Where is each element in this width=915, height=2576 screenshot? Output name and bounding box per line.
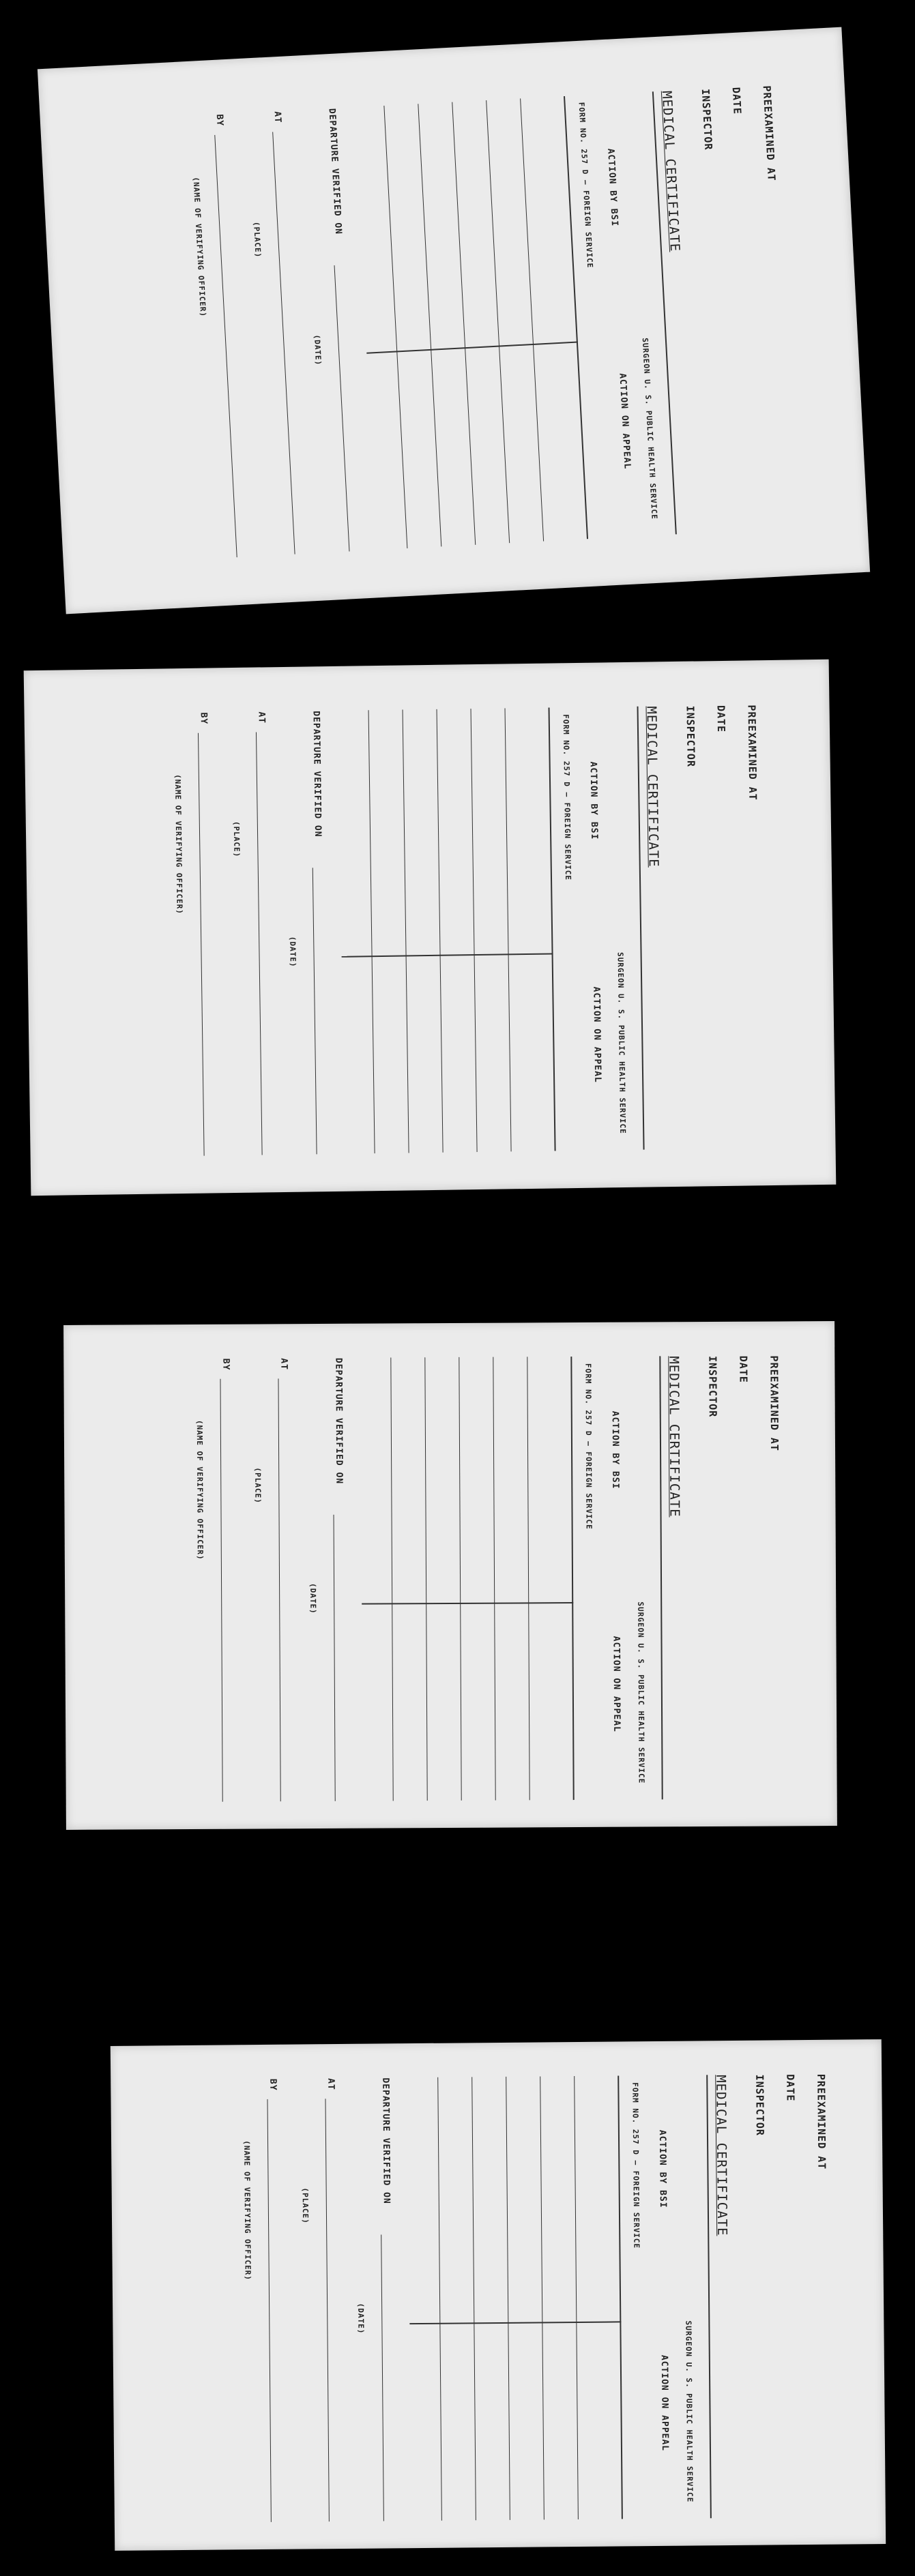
surgeon-label: SURGEON U. S. PUBLIC HEALTH SERVICE [636, 1601, 646, 1784]
certificate-title: MEDICAL CERTIFICATE [666, 1356, 682, 1518]
officer-note: (NAME OF VERIFYING OFFICER) [173, 774, 184, 915]
place-note: (PLACE) [252, 221, 263, 258]
preexamined-at-label: PREEXAMINED AT [815, 2073, 828, 2170]
form-number-label: FORM NO. 257 D — FOREIGN SERVICE [583, 1363, 594, 1530]
officer-note: (NAME OF VERIFYING OFFICER) [242, 2140, 252, 2281]
medical-certificate-card-3 [63, 1321, 837, 1830]
certificate-title: MEDICAL CERTIFICATE [643, 706, 661, 868]
date-note: (DATE) [308, 1583, 318, 1614]
departure-verified-label: DEPARTURE VERIFIED ON [333, 1357, 345, 1485]
action-on-appeal-label: ACTION ON APPEAL [617, 372, 633, 470]
certificate-rule [706, 2075, 712, 2518]
row-line-4 [424, 1357, 427, 1801]
row-line-4 [418, 104, 441, 546]
row-line-3 [437, 709, 444, 1153]
by-line [214, 135, 237, 557]
surgeon-label: SURGEON U. S. PUBLIC HEALTH SERVICE [640, 338, 659, 520]
preexamined-at-label: PREEXAMINED AT [768, 1355, 781, 1451]
action-by-bsi-label: ACTION BY BSI [605, 148, 620, 227]
action-by-bsi-label: ACTION BY BSI [609, 1410, 621, 1490]
card-content [83, 63, 824, 578]
by-line [198, 733, 205, 1156]
row-line-3 [459, 1357, 461, 1801]
row-line-5 [368, 710, 375, 1153]
row-line-1 [520, 98, 544, 541]
departure-verified-label: DEPARTURE VERIFIED ON [326, 108, 344, 235]
date-label: DATE [737, 1355, 750, 1383]
certificate-title: MEDICAL CERTIFICATE [658, 90, 683, 252]
certificate-rule [659, 1356, 663, 1799]
preexamined-at-label: PREEXAMINED AT [760, 85, 778, 182]
at-label: AT [325, 2078, 336, 2090]
inspector-label: INSPECTOR [706, 1355, 719, 1418]
action-on-appeal-label: ACTION ON APPEAL [591, 986, 603, 1083]
form-number-label: FORM NO. 257 D — FOREIGN SERVICE [561, 714, 573, 881]
form-number-label: FORM NO. 257 D — FOREIGN SERVICE [630, 2082, 641, 2249]
at-label: AT [272, 110, 283, 124]
inspector-label: INSPECTOR [753, 2074, 766, 2136]
column-divider [362, 1602, 573, 1605]
place-note: (PLACE) [300, 2187, 310, 2224]
card-content [91, 1335, 810, 1816]
form-rule [549, 708, 556, 1151]
form-number-label: FORM NO. 257 D — FOREIGN SERVICE [577, 102, 595, 269]
row-line-5 [383, 106, 407, 548]
row-line-1 [527, 1357, 529, 1800]
date-note: (DATE) [288, 936, 297, 968]
certificate-title: MEDICAL CERTIFICATE [713, 2075, 730, 2236]
row-line-4 [471, 2077, 476, 2520]
row-line-2 [486, 100, 510, 543]
date-note: (DATE) [312, 334, 323, 366]
departure-verified-label: DEPARTURE VERIFIED ON [310, 711, 323, 838]
row-line-2 [493, 1357, 495, 1801]
row-line-2 [471, 709, 478, 1152]
officer-note: (NAME OF VERIFYING OFFICER) [194, 1419, 205, 1560]
form-rule [570, 1357, 574, 1800]
departure-verified-label: DEPARTURE VERIFIED ON [380, 2077, 392, 2204]
row-line-5 [390, 1357, 393, 1801]
inspector-label: INSPECTOR [699, 88, 715, 151]
inspector-label: INSPECTOR [684, 705, 697, 768]
departure-line [381, 2234, 384, 2521]
by-label: BY [267, 2078, 278, 2091]
surgeon-label: SURGEON U. S. PUBLIC HEALTH SERVICE [615, 952, 628, 1134]
row-line-3 [452, 102, 476, 545]
card-content [138, 2053, 858, 2536]
at-line [325, 2099, 329, 2521]
departure-line [313, 868, 317, 1154]
row-line-2 [540, 2076, 544, 2519]
surgeon-label: SURGEON U. S. PUBLIC HEALTH SERVICE [684, 2320, 695, 2503]
medical-certificate-card-2 [24, 660, 837, 1196]
column-divider [366, 342, 578, 354]
action-by-bsi-label: ACTION BY BSI [656, 2129, 668, 2208]
row-line-5 [437, 2077, 442, 2521]
form-rule [618, 2075, 623, 2519]
medical-certificate-card-4 [111, 2039, 886, 2551]
column-divider [342, 953, 553, 957]
preexamined-at-label: PREEXAMINED AT [745, 705, 759, 801]
medical-certificate-card-1 [38, 27, 870, 615]
by-line [220, 1379, 222, 1802]
place-note: (PLACE) [253, 1467, 263, 1504]
date-label: DATE [784, 2074, 797, 2102]
at-label: AT [256, 711, 267, 724]
certificate-rule [637, 707, 645, 1150]
date-label: DATE [729, 87, 744, 115]
date-label: DATE [714, 705, 728, 733]
row-line-3 [506, 2077, 510, 2520]
date-note: (DATE) [356, 2303, 366, 2335]
action-on-appeal-label: ACTION ON APPEAL [611, 1635, 622, 1733]
by-label: BY [214, 114, 225, 127]
departure-line [334, 265, 350, 551]
row-line-1 [505, 708, 512, 1151]
place-note: (PLACE) [231, 820, 242, 858]
by-label: BY [220, 1358, 231, 1371]
row-line-1 [574, 2076, 579, 2519]
at-line [272, 132, 295, 554]
action-by-bsi-label: ACTION BY BSI [587, 761, 600, 840]
column-divider [409, 2321, 621, 2324]
at-line [278, 1378, 280, 1801]
by-label: BY [198, 712, 209, 725]
officer-note: (NAME OF VERIFYING OFFICER) [191, 177, 208, 318]
by-line [267, 2099, 271, 2522]
departure-line [334, 1515, 336, 1801]
at-line [256, 732, 263, 1155]
at-label: AT [278, 1358, 289, 1370]
action-on-appeal-label: ACTION ON APPEAL [658, 2354, 671, 2452]
row-line-4 [403, 710, 409, 1153]
card-content [68, 684, 791, 1172]
